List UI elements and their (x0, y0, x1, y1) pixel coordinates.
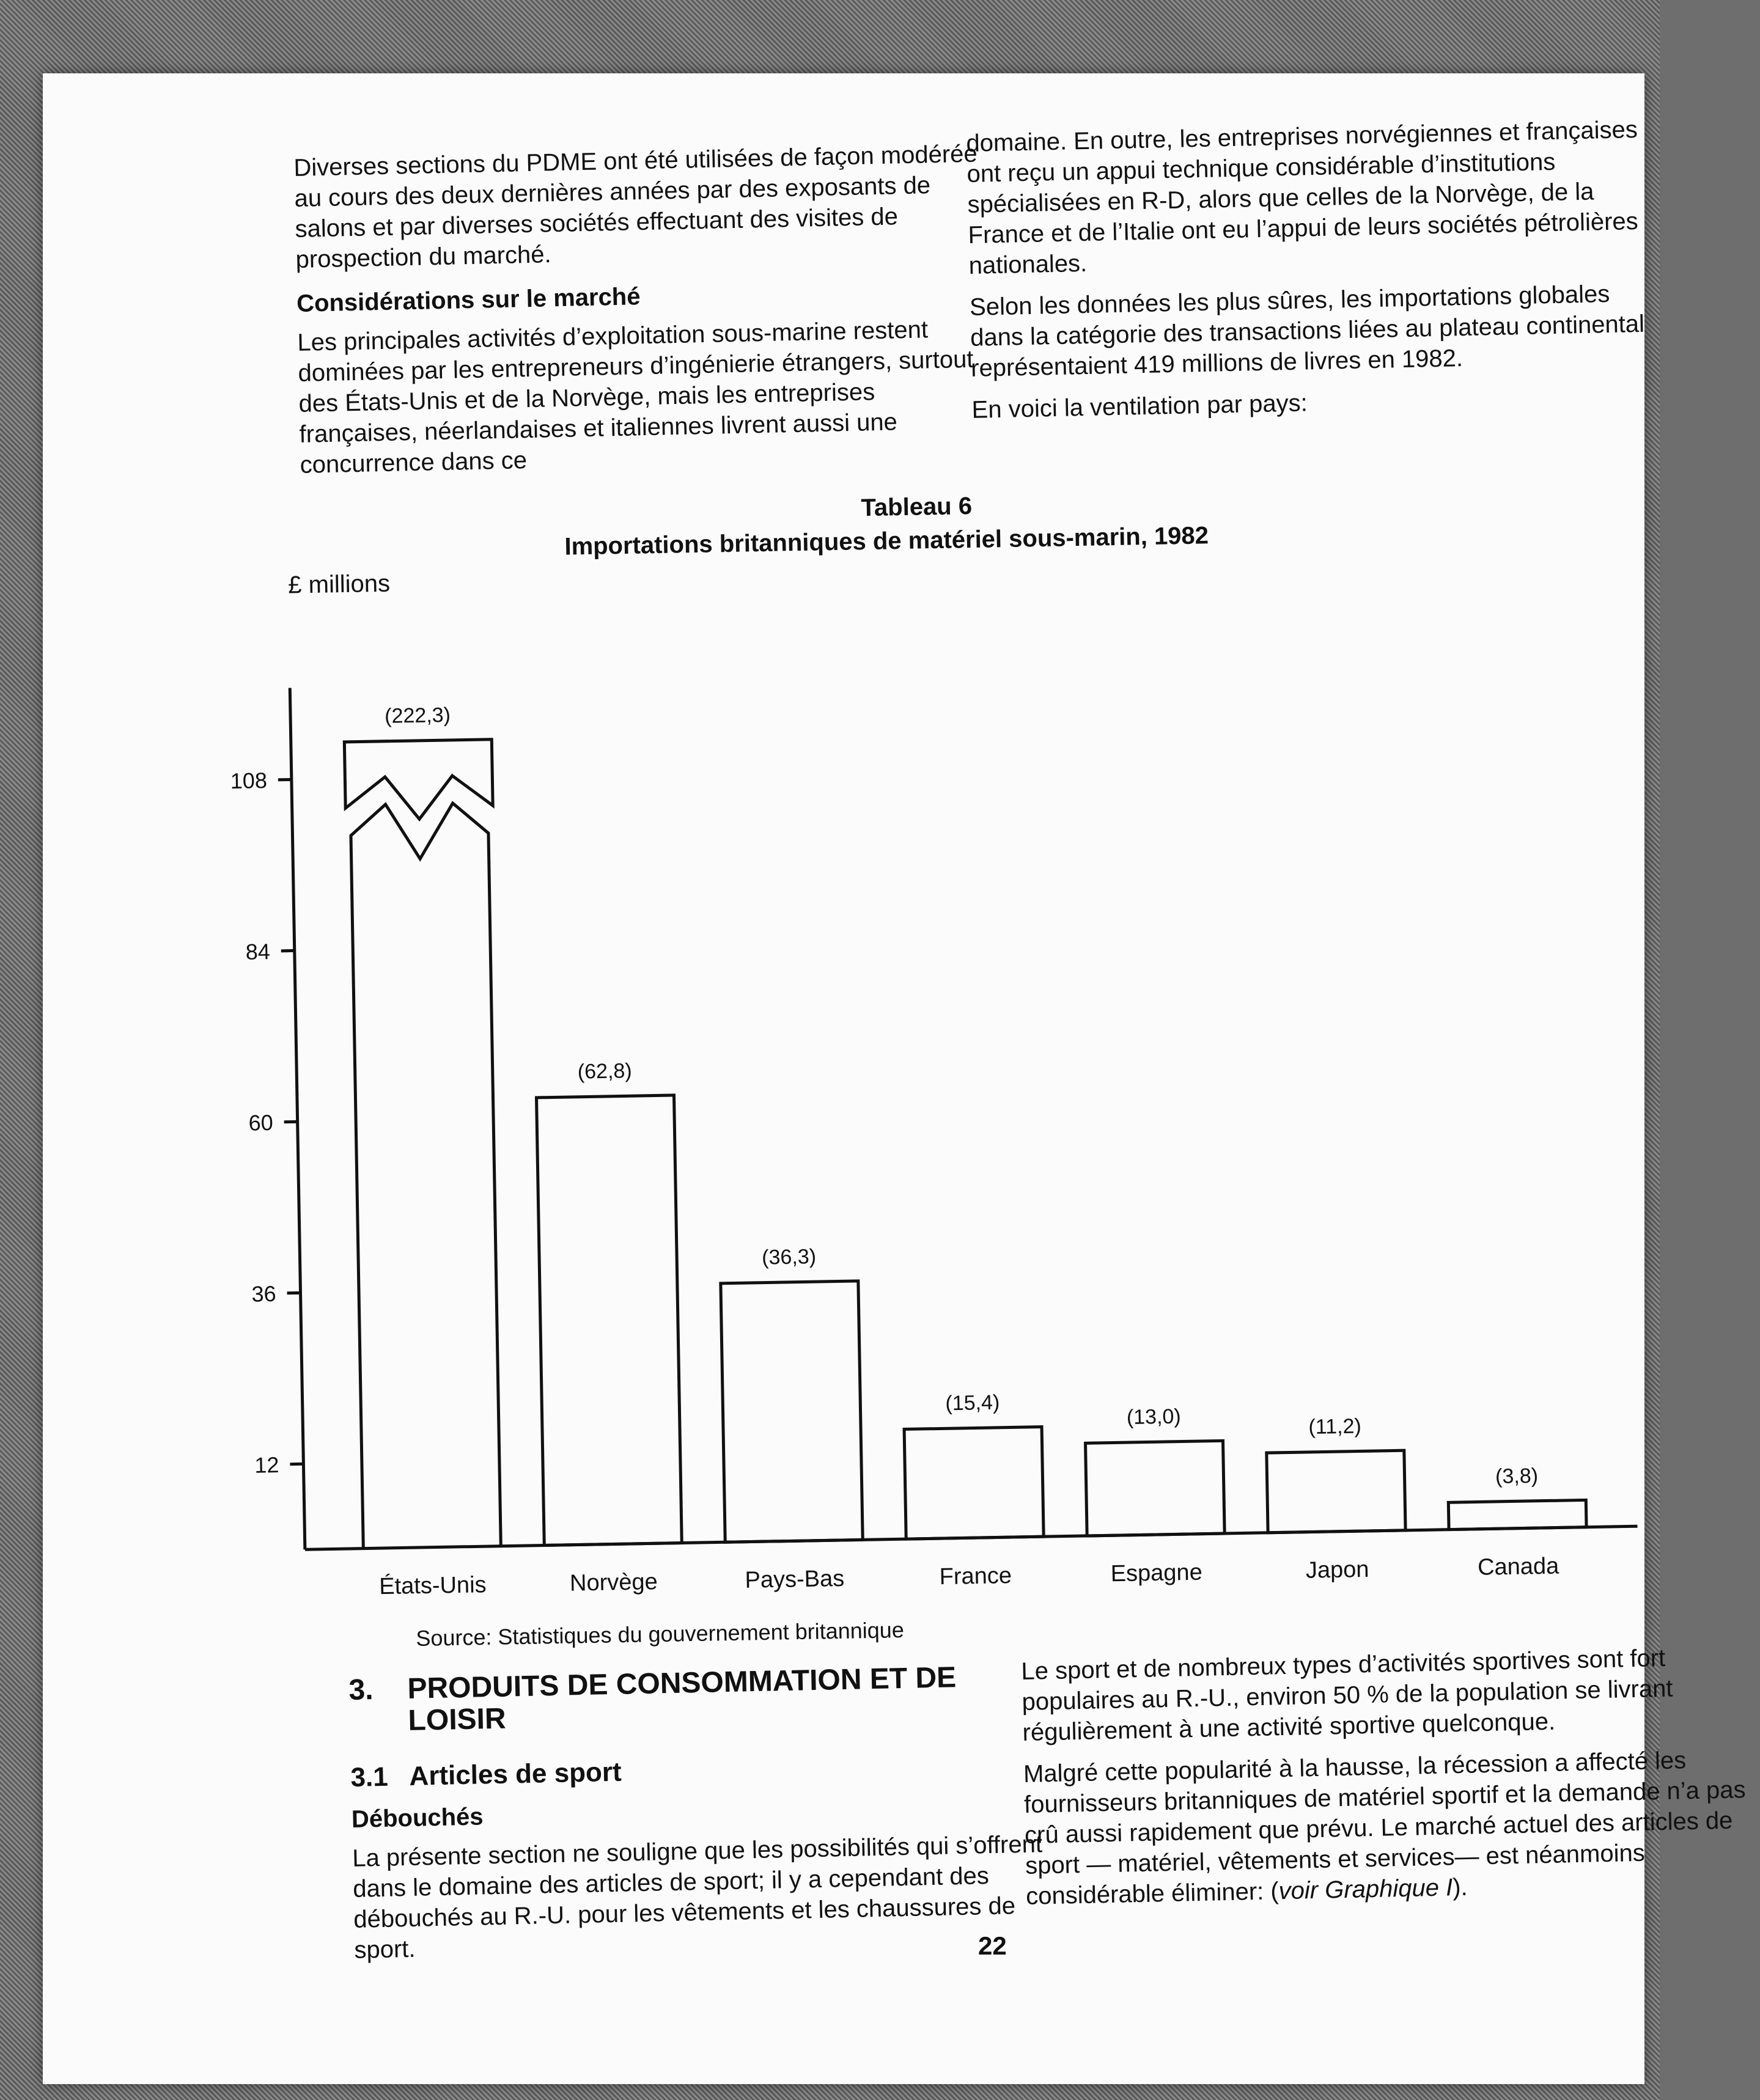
bar-lower-broken (350, 802, 501, 1548)
imports-paragraph: Selon les données les plus sûres, les importations globales dans la catégorie des transactions liées au plateau continental représentaient 419 millions de livres en 1982. (969, 281, 1645, 382)
bar-value-label: (15,4) (945, 1390, 1000, 1415)
bar (1267, 1450, 1405, 1533)
y-tick-label: 12 (254, 1452, 279, 1478)
bar (1086, 1441, 1225, 1536)
chart-source: Source: Statistiques du gouvernement britannique (416, 1617, 905, 1651)
market-heading: Considérations sur le marché (296, 283, 641, 317)
section-number: 3. (348, 1673, 374, 1706)
graph-reference: voir Graphique I (1278, 1874, 1453, 1905)
opportunities-heading: Débouchés (351, 1803, 484, 1833)
bar (904, 1427, 1044, 1540)
y-tick-label: 36 (251, 1281, 276, 1307)
y-tick-label: 108 (230, 768, 268, 794)
bar-value-label: (36,3) (761, 1245, 817, 1269)
category-label: Norvège (569, 1569, 658, 1596)
bar-value-label: (62,8) (577, 1059, 633, 1084)
market-paragraph: Les principales activités d’exploitation sous-marine restent dominées par les entrepreneurs d’ingénierie étrangers, surtout des États-Unis et de la Norvège, mais les entreprises françaises, néerlandaises et italiennes livrent aussi une concurrence dans ce (297, 316, 974, 479)
chart-title: Tableau 6 (861, 492, 973, 522)
recession-paragraph (1023, 1744, 1760, 1912)
subsection-number: 3.1 (350, 1761, 389, 1793)
subsection-heading (350, 1748, 1060, 1793)
category-label: Canada (1477, 1553, 1559, 1581)
y-tick-label: 84 (245, 939, 271, 964)
category-label: France (939, 1563, 1012, 1590)
domain-paragraph: domaine. En outre, les entreprises norvégiennes et françaises ont reçu un appui technique considérable d’institutions spécialisées en R-D, alors que celles de la Norvège, de la France et de l’Italie ont eu l’appui de leurs sociétés pétrolières nationales. (966, 116, 1639, 279)
bottom-right-column (1021, 1641, 1760, 1923)
bar (537, 1095, 682, 1545)
y-tick-label: 60 (248, 1110, 274, 1136)
y-axis-label: £ millions (287, 570, 391, 599)
bar-value-label: (222,3) (384, 703, 451, 728)
sport-opportunities-paragraph: La présente section ne souligne que les possibilités qui s’offrent dans le domaine des articles de sport; il y a cependant des débouchés au R.-U. pour les vêtements et les chaussures de sport. (352, 1830, 1043, 1964)
bar-value-label: (11,2) (1308, 1414, 1362, 1439)
recession-text: Malgré cette popularité à la hausse, la récession a affecté les fournisseurs britanniques de matériel sportif et la demande n’a pas crû aussi rapidement que prévu. Le marché actuel des articles de sport — matériel, vêtements et services— est néanmoins considérable éliminer: ( (1023, 1747, 1746, 1910)
recession-text-end: ). (1452, 1873, 1468, 1901)
document-page (43, 73, 1746, 2084)
bar-value-label: (3,8) (1495, 1464, 1539, 1488)
y-axis-line (290, 688, 305, 1549)
intro-paragraph: Diverses sections du PDME ont été utilisées de façon modérée au cours des deux dernières années par des exposants de salons et par diverses sociétés effectuant des visites de prospection du marché. (293, 140, 978, 273)
bar (721, 1281, 863, 1542)
bar-upper-broken (344, 740, 493, 821)
bar (1448, 1500, 1586, 1529)
bar-value-label: (13,0) (1126, 1404, 1182, 1430)
page-number: 22 (978, 1931, 1007, 1960)
section-title: PRODUITS DE CONSOMMATION ET DE LOISIR (407, 1661, 957, 1737)
subsection-title: Articles de sport (408, 1757, 622, 1791)
chart-subtitle: Importations britanniques de matériel sous-marin, 1982 (564, 522, 1209, 560)
category-label: Japon (1305, 1556, 1369, 1584)
sport-popularity-paragraph: Le sport et de nombreux types d’activités sportives sont fort populaires au R.-U., environ 50 % de la population se livrant régulièrement à une activité sportive quelconque. (1021, 1644, 1673, 1746)
section-heading (348, 1660, 1059, 1738)
breakdown-intro: En voici la ventilation par pays: (971, 389, 1308, 424)
category-label: Espagne (1110, 1559, 1203, 1587)
bottom-left-column (348, 1660, 1064, 1977)
category-label: États-Unis (378, 1572, 487, 1600)
category-label: Pays-Bas (745, 1565, 845, 1593)
